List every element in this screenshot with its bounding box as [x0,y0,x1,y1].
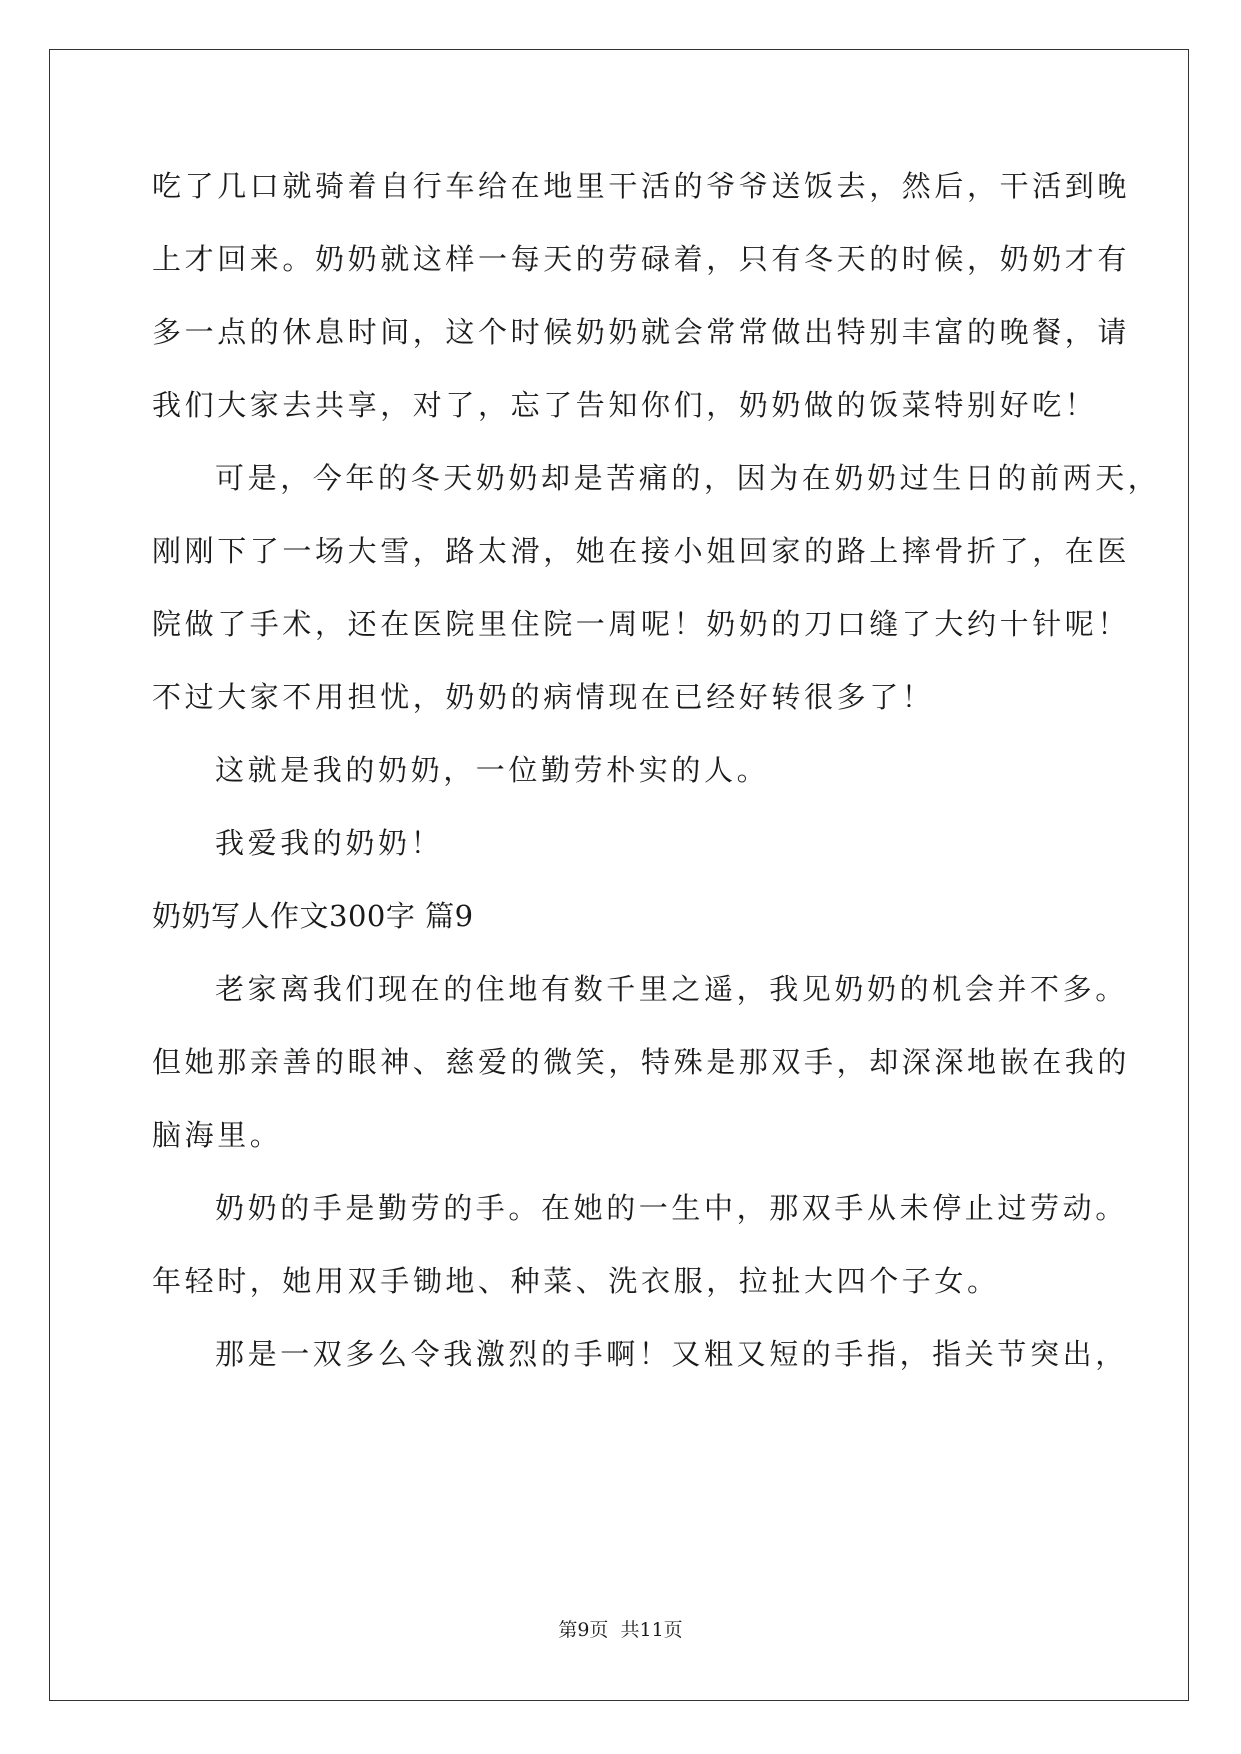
text-line: 年轻时，她用双手锄地、种菜、洗衣服，拉扯大四个子女。 [152,1264,1000,1298]
page-border [49,49,1189,1701]
section-heading: 奶奶写人作文300字 篇9 [152,899,474,933]
text-line: 多一点的休息时间，这个时候奶奶就会常常做出特别丰富的晚餐，请 [152,315,1131,349]
page-number-label: 第9页 共11页 [558,1619,683,1641]
text-line: 我们大家去共享，对了，忘了告知你们，奶奶做的饭菜特别好吃！ [152,388,1098,422]
page-footer [0,1618,1241,1642]
paragraph-first-line: 奶奶的手是勤劳的手。在她的一生中，那双手从未停止过劳动。 [215,1191,1128,1225]
paragraph-first-line: 我爱我的奶奶！ [215,826,444,860]
text-line: 脑海里。 [152,1118,283,1152]
paragraph-first-line: 那是一双多么令我激烈的手啊！又粗又短的手指，指关节突出， [215,1337,1128,1371]
paragraph-first-line: 老家离我们现在的住地有数千里之遥，我见奶奶的机会并不多。 [215,972,1128,1006]
text-line: 吃了几口就骑着自行车给在地里干活的爷爷送饭去，然后，干活到晚 [152,169,1131,203]
text-line: 不过大家不用担忧，奶奶的病情现在已经好转很多了！ [152,680,935,714]
text-line: 院做了手术，还在医院里住院一周呢！奶奶的刀口缝了大约十针呢！ [152,607,1131,641]
text-line: 但她那亲善的眼神、慈爱的微笑，特殊是那双手，却深深地嵌在我的 [152,1045,1131,1079]
paragraph-first-line: 可是，今年的冬天奶奶却是苦痛的，因为在奶奶过生日的前两天， [215,461,1161,495]
text-line: 上才回来。奶奶就这样一每天的劳碌着，只有冬天的时候，奶奶才有 [152,242,1131,276]
paragraph-first-line: 这就是我的奶奶，一位勤劳朴实的人。 [215,753,770,787]
text-line: 刚刚下了一场大雪，路太滑，她在接小姐回家的路上摔骨折了，在医 [152,534,1131,568]
